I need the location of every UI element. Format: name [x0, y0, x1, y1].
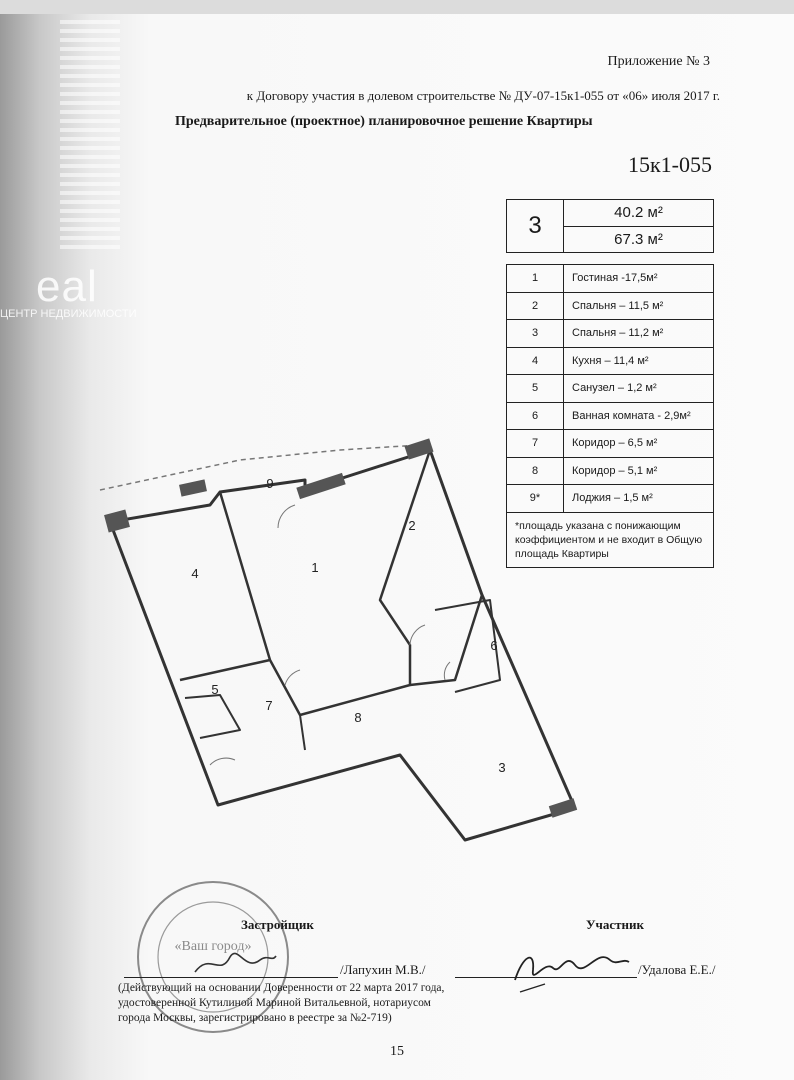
- interior-wall: [300, 715, 305, 750]
- participant-name: /Удалова Е.Е./: [638, 962, 716, 977]
- room-description: Гостиная -17,5м²: [572, 272, 658, 285]
- room-label-6: 6: [490, 638, 498, 653]
- scan-artifact: [60, 20, 120, 250]
- participant-signature: [505, 940, 635, 1000]
- stamp-text: «Ваш город»: [174, 939, 252, 954]
- developer-signature: [190, 942, 280, 982]
- watermark-logo: eal: [36, 262, 98, 311]
- total-area: 67.3 м²: [614, 230, 663, 248]
- rooms-count: 3: [507, 200, 564, 252]
- door-swing: [285, 670, 300, 685]
- room-number: 3: [507, 320, 564, 347]
- contract-reference: к Договору участия в долевом строительстве № ДУ-07-15к1-055 от «06» июля 2017 г.: [246, 88, 720, 103]
- interior-wall: [180, 660, 270, 680]
- area-footnote: *площадь указана с понижающим коэффициентом и не входит в Общую площадь Квартиры: [515, 519, 703, 560]
- room-description: Санузел – 1,2 м²: [572, 382, 657, 395]
- room-description: Кухня – 11,4 м²: [572, 354, 649, 367]
- apartment-code: 15к1-055: [627, 152, 712, 177]
- room-number: 9*: [507, 485, 564, 512]
- room-description: Спальня – 11,5 м²: [572, 299, 664, 312]
- room-description: Коридор – 6,5 м²: [572, 437, 658, 450]
- room-number: 6: [507, 403, 564, 430]
- top-edge: [0, 0, 794, 14]
- developer-title: Застройщик: [241, 917, 314, 932]
- floor-plan: [90, 430, 600, 850]
- room-label-4: 4: [191, 566, 199, 581]
- appendix-label: Приложение № 3: [607, 54, 710, 69]
- outer-wall: [110, 450, 575, 840]
- room-number: 7: [507, 430, 564, 457]
- room-description: Ванная комната - 2,9м²: [572, 409, 691, 422]
- wall-block: [296, 473, 345, 499]
- room-number: 5: [507, 375, 564, 402]
- table-row: [507, 375, 713, 403]
- wall-block: [104, 509, 130, 532]
- room-description: Спальня – 11,2 м²: [572, 327, 664, 340]
- table-row: [507, 265, 713, 293]
- room-number: 4: [507, 348, 564, 375]
- proxy-note: (Действующий на основании Доверенности от 22 марта 2017 года, удостоверенной Кутилиной Мариной Витальевной, нотариусом города Москвы, зарегистрировано в реестре за №2-719): [118, 982, 445, 1024]
- wall-block: [179, 479, 207, 496]
- plan-title: Предварительное (проектное) планировочное решение Квартиры: [175, 114, 593, 129]
- table-row: [507, 293, 713, 321]
- interior-wall: [185, 695, 240, 738]
- room-label-9: 9: [266, 476, 274, 491]
- table-row: [507, 348, 713, 376]
- room-label-1: 1: [311, 560, 319, 575]
- room-label-7: 7: [265, 698, 273, 713]
- room-number: 1: [507, 265, 564, 292]
- room-label-2: 2: [408, 518, 416, 533]
- room-description: Лоджия – 1,5 м²: [572, 492, 653, 505]
- door-swing: [410, 625, 425, 645]
- developer-name: /Лапухин М.В./: [340, 962, 426, 977]
- apartment-summary: [506, 199, 714, 253]
- table-row: [507, 320, 713, 348]
- wall-block: [404, 438, 433, 459]
- door-swing: [210, 758, 235, 765]
- room-label-3: 3: [498, 760, 506, 775]
- room-label-5: 5: [211, 682, 219, 697]
- participant-title: Участник: [586, 917, 644, 932]
- wall-block: [549, 798, 577, 817]
- door-swing: [278, 505, 295, 528]
- watermark-subtitle: ЦЕНТР НЕДВИЖИМОСТИ: [0, 308, 137, 320]
- room-description: Коридор – 5,1 м²: [572, 464, 658, 477]
- door-swing: [444, 662, 450, 680]
- page-number: 15: [390, 1044, 404, 1059]
- room-number: 2: [507, 293, 564, 320]
- room-number: 8: [507, 458, 564, 485]
- living-area: 40.2 м²: [564, 200, 713, 227]
- table-row: [507, 403, 713, 431]
- room-label-8: 8: [354, 710, 362, 725]
